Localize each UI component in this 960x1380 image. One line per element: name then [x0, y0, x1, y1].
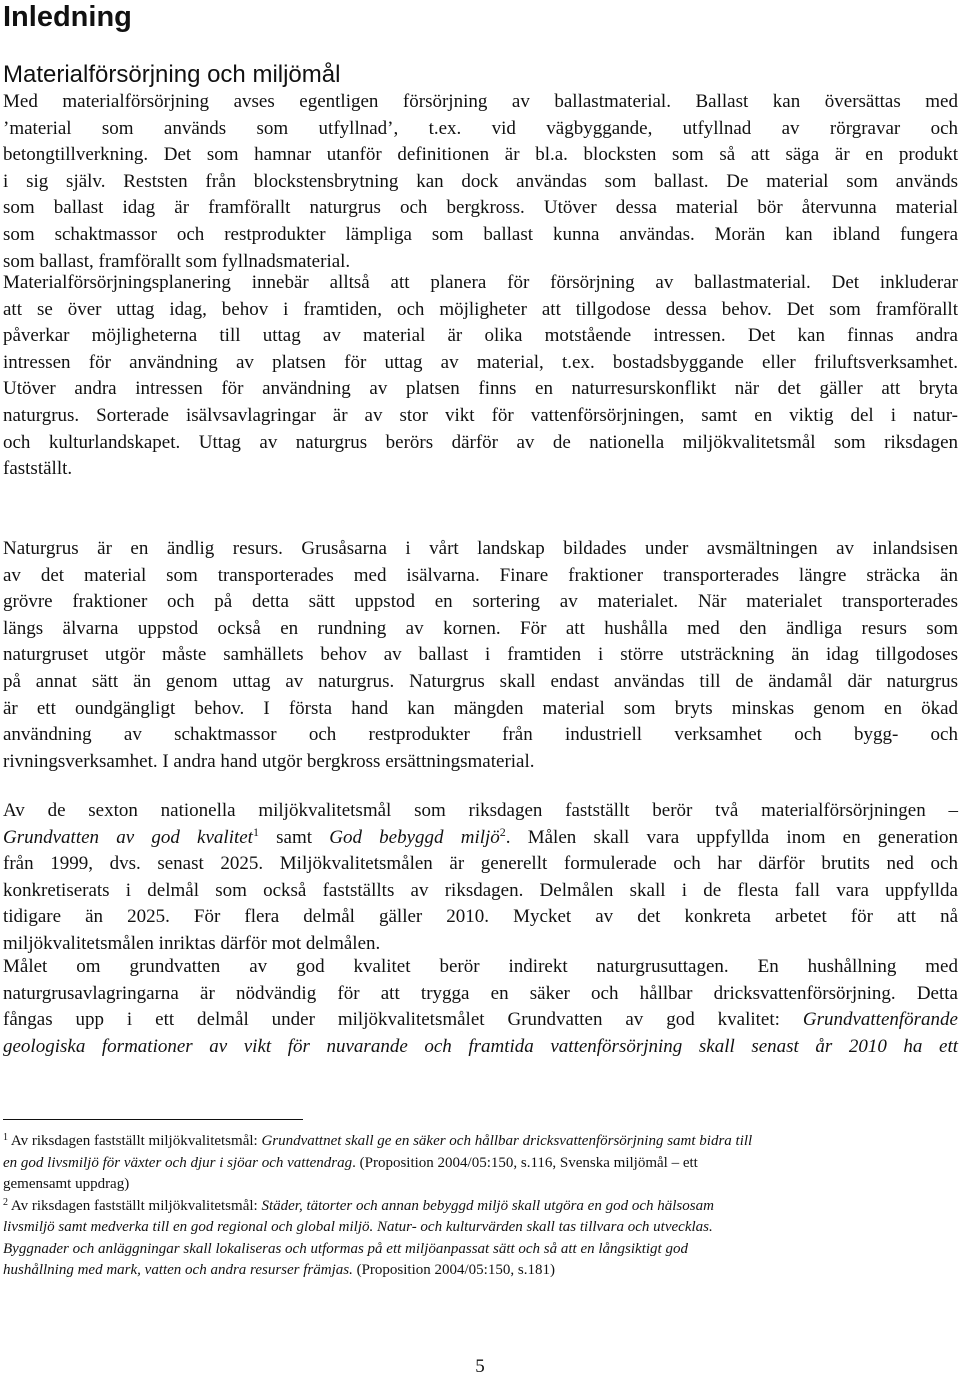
footnote-divider	[3, 1119, 303, 1120]
text-line: naturgruset utgör måste samhällets behov av ballast i framtiden i större utsträckning än idag tillgodoses	[3, 644, 958, 666]
text-line: betongtillverkning. Det som hamnar utanför definitionen är bl.a. blocksten som så att säga är en produkt	[3, 144, 958, 166]
text-line: på annat sätt än genom uttag av naturgrus. Naturgrus skall endast användas till de ändamål där naturgrus	[3, 670, 958, 692]
text-span: Städer, tätorter och annan bebyggd miljö skall utgöra en god och hälsosam	[261, 1197, 714, 1214]
text-line: Av de sexton nationella miljökvalitetsmål som riksdagen fastställt berör två materialförsörjningen –	[3, 800, 958, 821]
text-line: att se över uttag idag, behov i framtiden, och möjligheter att tillgodose dessa behov. Det som framförallt	[3, 298, 958, 320]
text-line: påverkar möjligheterna till uttag av material är olika motstående intressen. Det kan finnas andra	[3, 325, 958, 347]
footnotes	[3, 1131, 958, 1282]
page-number: 5	[475, 1356, 485, 1377]
text-line: i sig själv. Reststen från blockstensbrytning kan dock användas som ballast. De material som används	[3, 170, 958, 192]
footnote-1	[3, 1131, 958, 1153]
text-line: är ett oundgängligt behov. I första hand kan mängden material som bryts minskas genom en ökad	[3, 697, 958, 719]
footnote-2	[3, 1196, 958, 1218]
paragraph-miljomal	[3, 798, 958, 958]
footnote-marker: 1	[3, 1132, 8, 1143]
text-span: samt	[258, 826, 330, 848]
text-span: hushållning med mark, vatten och andra resurser främjas.	[3, 1262, 353, 1278]
text-line: som schaktmassor och restprodukter lämpliga som ballast kunna användas. Morän kan ibland fungera	[3, 223, 958, 245]
footnote-1-cont	[3, 1153, 958, 1175]
text-line: grövre fraktioner och på detta sätt uppstod en sortering av materialet. När materialet transporterades	[3, 591, 958, 613]
text-line: geologiska formationer av vikt för nuvarande och framtida vattenförsörjning skall senast år 2010 ha ett	[3, 1035, 958, 1057]
footnote-2-cont: Byggnader och anläggningar skall lokaliseras och utformas på ett miljöanpassat sätt och så att en långsiktigt god	[3, 1240, 688, 1257]
text-line: från 1999, dvs. senast 2025. Miljökvalitetsmålen är generellt formulerade och har därför brutits ned och	[3, 853, 958, 875]
text-line: konkretiserats i delmål som också fastställts av riksdagen. Delmålen skall i de flesta fall vara uppfyllda	[3, 879, 958, 901]
text-line: fastställt.	[3, 458, 73, 480]
paragraph-planning	[3, 270, 958, 483]
footnote-2-cont	[3, 1260, 958, 1282]
text-line: naturgrusavlagringarna är nödvändig för att trygga en säker och hållbar dricksvattenförsörjning. Detta	[3, 982, 958, 1004]
text-line: Utöver andra intressen för användning av platsen finns en naturresurskonflikt när det gäller att bryta	[3, 378, 958, 400]
text-span: . Målen skall vara uppfyllda inom en generation	[505, 826, 958, 848]
paragraph-grundvatten	[3, 954, 958, 1060]
page-title: Inledning	[3, 1, 132, 33]
text-line: ’material som används som utfyllnad’, t.ex. vid vägbyggande, utfyllnad av rörgravar och	[3, 117, 958, 139]
text-span: Av riksdagen fastställt miljökvalitetsmål:	[8, 1197, 262, 1214]
text-line: av det material som transporterades med isälvarna. Finare fraktioner transporterades längre sträcka än	[3, 564, 958, 586]
delmal-quote: Grundvattenförande	[802, 1009, 958, 1031]
text-line: användning av schaktmassor och restprodukter från industriell verksamhet och bygg- och	[3, 724, 958, 746]
footnote-1-cont: gemensamt uppdrag)	[3, 1176, 130, 1192]
paragraph-intro	[3, 89, 958, 275]
text-line: och kulturlandskapet. Uttag av naturgrus berörs därför av de nationella miljökvalitetsmål som riksdagen	[3, 431, 958, 453]
text-span: Grundvattnet skall ge en säker och hållbar dricksvattenförsörjning samt bidra till	[261, 1133, 753, 1149]
text-line: Med materialförsörjning avses egentligen försörjning av ballastmaterial. Ballast kan översättas med	[3, 91, 958, 112]
goal-name-built-environment: God bebyggd miljö	[329, 826, 500, 848]
text-span: Av riksdagen fastställt miljökvalitetsmål:	[8, 1133, 262, 1149]
paragraph-naturgrus	[3, 536, 958, 775]
text-line: tidigare än 2025. För flera delmål gäller 2010. Mycket av det konkreta arbetet för att nå	[3, 906, 958, 928]
text-line: som ballast idag är framförallt naturgrus och bergkross. Utöver dessa material bör återvunna material	[3, 197, 958, 219]
text-line: Materialförsörjningsplanering innebär alltså att planera för försörjning av ballastmaterial. Det inkluderar	[3, 272, 958, 293]
text-span: (Proposition 2004/05:150, s.181)	[352, 1262, 555, 1278]
footnote-ref-2[interactable]: 2	[499, 824, 506, 839]
text-line: miljökvalitetsmålen inriktas därför mot delmålen.	[3, 932, 381, 954]
text-line: som ballast, framförallt som fyllnadsmaterial.	[3, 250, 351, 272]
footnote-marker: 2	[3, 1196, 8, 1208]
text-line: Naturgrus är en ändlig resurs. Grusåsarna i vårt landskap bildades under avsmältningen av inlandsisen	[3, 538, 958, 559]
text-line: längs älvarna uppstod också en rundning av kornen. För att hushålla med den ändliga resurs som	[3, 617, 958, 639]
text-line: Målet om grundvatten av god kvalitet berör indirekt naturgrusuttagen. En hushållning med	[3, 956, 958, 977]
text-line: intressen för användning av platsen för uttag av material, t.ex. bostadsbyggande eller friluftsverksamhet.	[3, 351, 958, 373]
section-heading: Materialförsörjning och miljömål	[3, 61, 341, 88]
text-span: fångas upp i ett delmål under miljökvalitetsmålet Grundvatten av god kvalitet:	[3, 1009, 803, 1031]
goal-name-groundwater: Grundvatten av god kvalitet	[3, 826, 253, 848]
footnote-2-cont: livsmiljö samt medverka till en god regional och global miljö. Natur- och kulturvärden skall tas tillvara och utvecklas.	[3, 1219, 713, 1235]
text-span: en god livsmiljö för växter och djur i sjöar och vattendrag	[3, 1154, 353, 1171]
text-line: naturgrus. Sorterade isälvsavlagringar är av stor vikt för vattenförsörjningen, samt en viktig del i natur-	[3, 404, 958, 426]
footnote-ref-1[interactable]: 1	[252, 824, 259, 839]
text-line	[3, 825, 958, 852]
text-span: . (Proposition 2004/05:150, s.116, Svenska miljömål – ett	[352, 1154, 698, 1171]
text-line: rivningsverksamhet. I andra hand utgör bergkross ersättningsmaterial.	[3, 750, 535, 772]
text-line	[3, 1007, 958, 1034]
